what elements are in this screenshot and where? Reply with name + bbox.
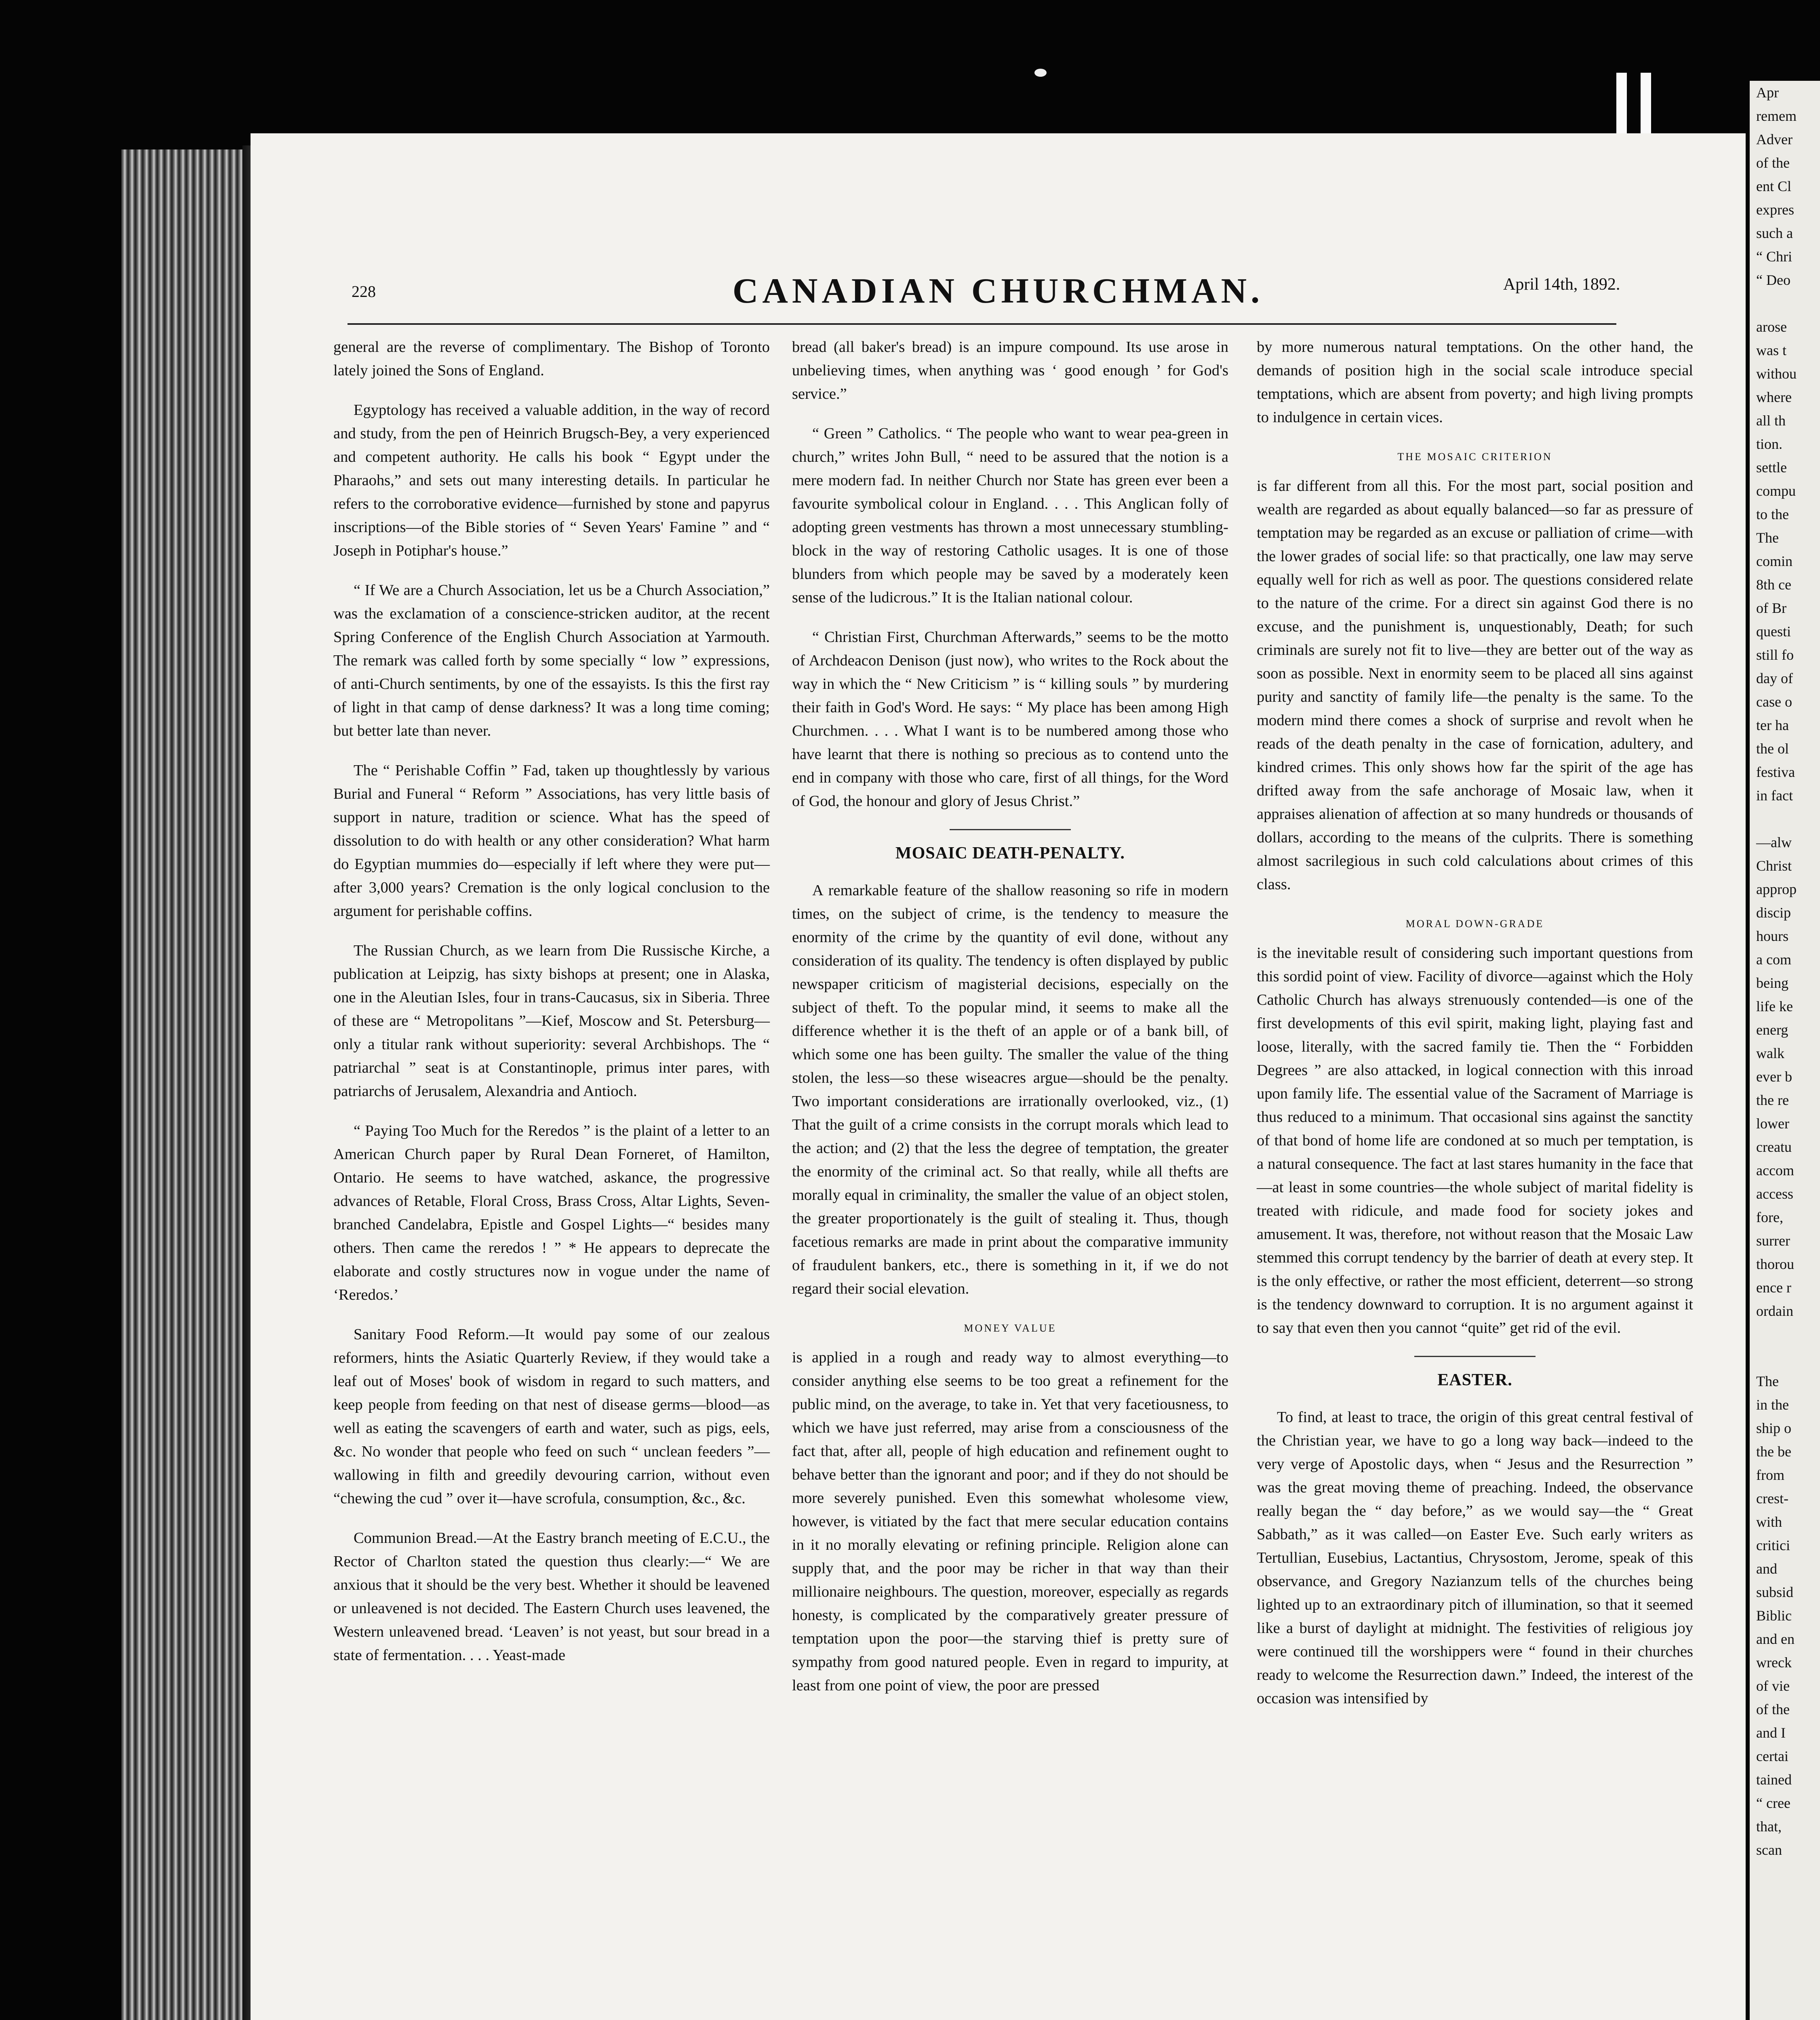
next-page-line: festiva [1756, 764, 1795, 780]
next-page-line: surrer [1756, 1233, 1790, 1249]
next-page-line: in the [1756, 1397, 1789, 1413]
paragraph-sanitary-food: Sanitary Food Reform.—It would pay some of our zealous reformers, hints the Asiatic Quarterly Review, if they would take a leaf out of Moses' book of wisdom in regard to such matters, and keep people from feeding on that nest of disease germs—blood—as well as eating the scavengers of earth and water, such as pigs, eels, &c. No wonder that people who feed on such “ unclean feeders ”—wallowing in filth and greedily devouring carrion, without even “chewing the cud ” over it—have scrofula, consumption, &c., &c. [333, 1326, 770, 1507]
next-page-line: accom [1756, 1162, 1794, 1178]
next-page-line: and [1756, 1561, 1777, 1577]
next-page-line: “ Chri [1756, 248, 1792, 265]
next-page-line: walk [1756, 1045, 1784, 1061]
next-page-line [1750, 1346, 1820, 1370]
next-page-line: where [1756, 389, 1792, 405]
next-page-line: being [1756, 975, 1788, 991]
middle-column [792, 335, 1228, 1713]
next-page-line: creatu [1756, 1139, 1792, 1155]
next-page-line: —alw [1756, 834, 1792, 850]
book-page-edges [121, 149, 255, 2020]
next-page-line: of Br [1756, 600, 1786, 616]
section-heading-easter: EASTER. [1437, 1371, 1512, 1389]
next-page-line: “ cree [1756, 1795, 1791, 1811]
next-page-line: arose [1756, 319, 1787, 335]
paragraph-green-catholics: “ Green ” Catholics. “ The people who want to wear pea-green in church,” writes John Bull, “ need to be assured that the notion is a mere modern fad. In neither Church nor State has green ever been a favourite symbolical colour in England. . . . This Anglican folly of adopting green vestments has thrown a most unnecessary stumbling-block in the way of restoring Catholic usages. It is one of those blunders from which people may be saved by a moderately keen sense of the ludicrous.” It is the Italian national colour. [792, 425, 1228, 606]
next-page-line [1750, 807, 1820, 831]
next-page-line: comin [1756, 553, 1793, 569]
next-page-line: was t [1756, 342, 1786, 358]
paragraph-russian-church: The Russian Church, as we learn from Die Russische Kirche, a publication at Leipzig, has sixty bishops at present; one in Alaska, one in the Aleutian Isles, four in trans-Caucasus, six in Siberia. Three of these are “ Metropolitans ”—Kief, Moscow and St. Petersburg—only a titular rank without superiority: several Archbishops. The “ patriarchal ” seat is at Constantinople, primus inter pares, with patriarchs of Jerusalem, Alexandria and Antioch. [333, 942, 770, 1100]
paragraph-perishable-coffin: The “ Perishable Coffin ” Fad, taken up thoughtlessly by various Burial and Funeral “ Reform ” Associations, has very little basis of support in nature, tradition or science. What has the speed of dissolution to do with health or any other consideration? What harm do Egyptian mummies do—especially if left where they were put—after 3,000 years? Cremation is the only logical conclusion to the argument for perishable coffins. [333, 762, 770, 920]
next-page-line: energ [1756, 1022, 1788, 1038]
next-page-line: discip [1756, 905, 1791, 921]
next-page-line: of vie [1756, 1678, 1790, 1694]
next-page-line: still fo [1756, 647, 1794, 663]
next-page-line [1750, 1323, 1820, 1346]
next-page-line: questi [1756, 623, 1791, 640]
next-page-line: with [1756, 1514, 1782, 1530]
next-page-line: settle [1756, 459, 1787, 476]
paragraph: bread (all baker's bread) is an impure compound. Its use arose in unbelieving times, when anything was ‘ good enough ’ for God's service.” [792, 339, 1228, 402]
masthead-title: CANADIAN CHURCHMAN. [732, 271, 1264, 311]
next-page-line: thorou [1756, 1256, 1794, 1272]
next-page-line: tion. [1756, 436, 1783, 452]
left-column [333, 335, 770, 1683]
next-page-line: Biblic [1756, 1608, 1792, 1624]
next-page-line: to the [1756, 506, 1789, 522]
next-page-line: ever b [1756, 1069, 1792, 1085]
next-page-line: ent Cl [1756, 178, 1791, 194]
subheading-moral-down-grade: MORAL DOWN-GRADE [1405, 918, 1544, 930]
next-page-line: life ke [1756, 998, 1793, 1014]
section-divider [1414, 1356, 1536, 1357]
registration-mark [1641, 73, 1651, 133]
next-page-line: 8th ce [1756, 577, 1791, 593]
paragraph-church-association: “ If We are a Church Association, let us be a Church Association,” was the exclamation of a conscience-stricken auditor, at the recent Spring Conference of the English Church Association at Yarmouth. The remark was called forth by some specially “ low ” expressions, of anti-Church sentiments, by one of the essayists. Is this the first ray of light in that camp of dense darkness? It was a long time coming; but better late than never. [333, 582, 770, 739]
next-page-line: certai [1756, 1748, 1788, 1764]
next-page-line: Adver [1756, 131, 1793, 147]
next-page-line: lower [1756, 1115, 1789, 1132]
paragraph-moral-down-grade: is the inevitable result of considering such important questions from this sordid point of view. Facility of divorce—against which the Holy Catholic Church has always strenuously contended—is one of the first developments of this evil spirit, making light, playing fast and loose, literally, with the sacred family tie. Then the “ Forbidden Degrees ” are also attacked, in logical connection with this inroad upon family life. The essential value of the Sacrament of Marriage is thus reduced to a minimum. That occasional sins against the sanctity of that bond of home life are condoned at so much per temptation, is a natural consequence. The fact at last stares humanity in the face that—at least in some countries—the whole subject of marital fidelity is treated with ridicule, and made food for society jokes and amusement. It was, therefore, not without reason that the Mosaic Law stemmed this corrupt tendency by the barrier of death at every step. It is the only effective, or rather the most efficient, deterrent—so strong is the tendency downward to corruption. It is no argument against it to say that even then you cannot “quite” get rid of the evil. [1257, 945, 1693, 1336]
paragraph-mosaic-intro: A remarkable feature of the shallow reasoning so rife in modern times, on the subject of crime, is the tendency to measure the enormity of the crime by the quantity of evil done, without any consideration of its quality. The tendency is often displayed by public newspaper criticism of magisterial decisions, especially on the subject of theft. To the popular mind, it seems to make all the difference whether it is the theft of an apple or of a bank bill, of which some one has been guilty. The smaller the value of the thing stolen, the less—so these wiseacres argue—should be the penalty. Two important considerations are irrationally overlooked, viz., (1) That the guilt of a crime consists in the corrupt morals which lead to the action; and (2) that the less the degree of temptation, the greater the enormity of the criminal act. So that really, while all thefts are morally equal in criminality, the smaller the value of an object stolen, the greater proportionately is the guilt of stealing it. Thus, though facetious remarks are made in print about the comparative immunity of fraudulent bankers, etc., there is something in it, if we do not regard their social elevation. [792, 882, 1228, 1297]
next-page-line: critici [1756, 1537, 1790, 1553]
next-page-line: a com [1756, 951, 1791, 968]
next-page-line: from [1756, 1467, 1784, 1483]
next-page-line: expres [1756, 202, 1794, 218]
next-page-line: ter ha [1756, 717, 1789, 733]
next-page-line [1750, 292, 1820, 315]
section-heading-mosaic-death-penalty: MOSAIC DEATH-PENALTY. [895, 844, 1125, 863]
paragraph-egyptology: Egyptology has received a valuable addition, in the way of record and study, from the pen of Heinrich Brugsch-Bey, a very experienced and competent authority. He calls his book “ Egypt under the Pharaohs,” and sets out many interesting details. In particular he refers to the corroborative evidence—furnished by stone and papyrus inscriptions—of the Bible stories of “ Seven Years' Famine ” and “ Joseph in Potiphar's house.” [333, 402, 770, 559]
next-page-line: in fact [1756, 787, 1793, 804]
next-page-line: remem [1756, 108, 1797, 124]
next-page-line: the be [1756, 1443, 1791, 1460]
next-page-line: and I [1756, 1725, 1786, 1741]
next-page-line: wreck [1756, 1654, 1792, 1671]
next-page-line: fore, [1756, 1209, 1783, 1225]
scan-mark [1034, 69, 1047, 77]
header-rule [348, 323, 1616, 325]
next-page-line: all th [1756, 412, 1786, 429]
next-page-line: subsid [1756, 1584, 1794, 1600]
paragraph: by more numerous natural temptations. On the other hand, the demands of position high in the social scale introduce special temptations, which are absent from poverty; and high living prompts to indulgence in certain vices. [1257, 339, 1693, 426]
next-page-line: Apr [1756, 84, 1779, 101]
paragraph-reredos: “ Paying Too Much for the Reredos ” is the plaint of a letter to an American Church paper by Rural Dean Forneret, of Hamilton, Ontario. He seems to have watched, askance, the progressive advances of Retable, Floral Cross, Brass Cross, Altar Lights, Seven-branched Candelabra, Epistle and Gospel Lights—“ besides many others. Then came the reredos ! ” * He appears to deprecate the elaborate and costly structures now in vogue under the name of ‘Reredos.’ [333, 1122, 770, 1303]
next-page-line: day of [1756, 670, 1793, 686]
next-page-line: and en [1756, 1631, 1795, 1647]
next-page-line: tained [1756, 1772, 1792, 1788]
next-page-line: the ol [1756, 741, 1789, 757]
next-page-line: crest- [1756, 1490, 1788, 1507]
next-page-line: approp [1756, 881, 1797, 897]
next-page-line: The [1756, 1373, 1779, 1389]
next-page-edge [1750, 81, 1820, 2020]
paragraph-christian-first: “ Christian First, Churchman Afterwards,” seems to be the motto of Archdeacon Denison (just now), who writes to the Rock about the way in which the “ New Criticism ” is “ killing souls ” by murdering their faith in God's Word. He says: “ My place has been among High Churchmen. . . . What I want is to be numbered among those who have learnt that there is nothing so precious as to contend unto the end in company with those who care, first of all things, for the Word of God, the honour and glory of Jesus Christ.” [792, 629, 1228, 810]
newspaper-page [251, 133, 1746, 2020]
next-page-line: scan [1756, 1842, 1782, 1858]
paragraph-money-value: is applied in a rough and ready way to almost everything—to consider anything else seems to be too great a refinement for the public mind, on the average, to take in. Yet that very facetiousness, to which we have just referred, may arise from a consciousness of the fact that, after all, people of high education and refinement ought to behave better than the ignorant and poor; and if they do not should be more severely punished. Even this somewhat wholesome view, however, is vitiated by the fact that mere secular education contains in it no morally elevating or refining principle. Religion alone can supply that, and the poor may be richer in that way than their millionaire neighbours. The question, moreover, especially as regards honesty, is complicated by the comparatively greater pressure of temptation upon the poor—the starving thief is pretty sure of sympathy from good natured people. Even in regard to impurity, at least from one point of view, the poor are pressed [792, 1349, 1228, 1694]
next-page-line: The [1756, 530, 1779, 546]
paragraph-communion-bread: Communion Bread.—At the Eastry branch meeting of E.C.U., the Rector of Charlton stated the question thus clearly:—“ We are anxious that it should be the very best. Whether it should be leavened or unleavened is not decided. The Eastern Church uses leavened, the Western unleavened bread. ‘Leaven’ is not yeast, but sour bread in a state of fermentation. . . . Yeast-made [333, 1530, 770, 1664]
next-page-line: ship o [1756, 1420, 1792, 1436]
page-number: 228 [352, 282, 376, 301]
next-page-line: “ Deo [1756, 272, 1791, 288]
subheading-mosaic-criterion: THE MOSAIC CRITERION [1397, 451, 1552, 463]
next-page-line: ordain [1756, 1303, 1793, 1319]
subheading-money-value: MONEY VALUE [964, 1322, 1057, 1334]
next-page-line: access [1756, 1186, 1793, 1202]
next-page-line: that, [1756, 1818, 1782, 1835]
next-page-line: compu [1756, 483, 1796, 499]
paragraph-easter: To find, at least to trace, the origin of this great central festival of the Christian year, we have to go a long way back—indeed to the very verge of Apostolic days, when “ Jesus and the Resurrection ” was the great moving theme of preaching. Indeed, the observance really began the “ day before,” as we would say—the “ Great Sabbath,” as it was called—on Easter Eve. Such early writers as Tertullian, Eusebius, Lactantius, Chrysostom, Jerome, speak of this observance, and Gregory Nazianzum tells of the churches being lighted up to an extraordinary pitch of illumination, so that it seemed like a burst of daylight at midnight. The festivities of religious joy were continued till the worshippers were “ found in their churches ready to welcome the Resurrection dawn.” Indeed, the interest of the occasion was intensified by [1257, 1409, 1693, 1707]
registration-mark [1616, 73, 1627, 133]
next-page-line: the re [1756, 1092, 1789, 1108]
paragraph-mosaic-criterion: is far different from all this. For the most part, social position and wealth are regarded as about equally balanced—so far as pressure of temptation may be regarded as an excuse or palliation of crime—with the lower grades of social life: so that practically, one law may serve equally well for rich as well as poor. The questions considered relate to the nature of the crime. For a direct sin against God there is no excuse, and the punishment is, unquestionably, Death; for such criminals are surely not fit to live—they are better out of the way as soon as possible. Next in enormity seem to be placed all sins against purity and sanctity of family life—the penalty is the same. To the modern mind there comes a shock of surprise and revolt when he reads of the death penalty in the case of fornication, adultery, and kindred crimes. This only shows how far the spirit of the age has drifted away from the safe anchorage of Mosaic law, when it appraises alienation of affection at so many hundreds or thousands of dollars, according to the means of the culprits. There is something almost sacrilegious in such cold calculations about crimes of this class. [1257, 478, 1693, 893]
next-page-line: case o [1756, 694, 1792, 710]
issue-date: April 14th, 1892. [1503, 275, 1620, 294]
section-divider [950, 829, 1071, 830]
next-page-line: withou [1756, 366, 1797, 382]
next-page-line: hours [1756, 928, 1788, 944]
right-column [1257, 335, 1693, 1726]
next-page-line: of the [1756, 155, 1790, 171]
next-page-line: of the [1756, 1701, 1790, 1717]
next-page-line: Christ [1756, 858, 1792, 874]
paragraph: general are the reverse of complimentary. The Bishop of Toronto lately joined the Sons of England. [333, 339, 770, 379]
next-page-line: such a [1756, 225, 1793, 241]
next-page-line: ence r [1756, 1279, 1791, 1296]
